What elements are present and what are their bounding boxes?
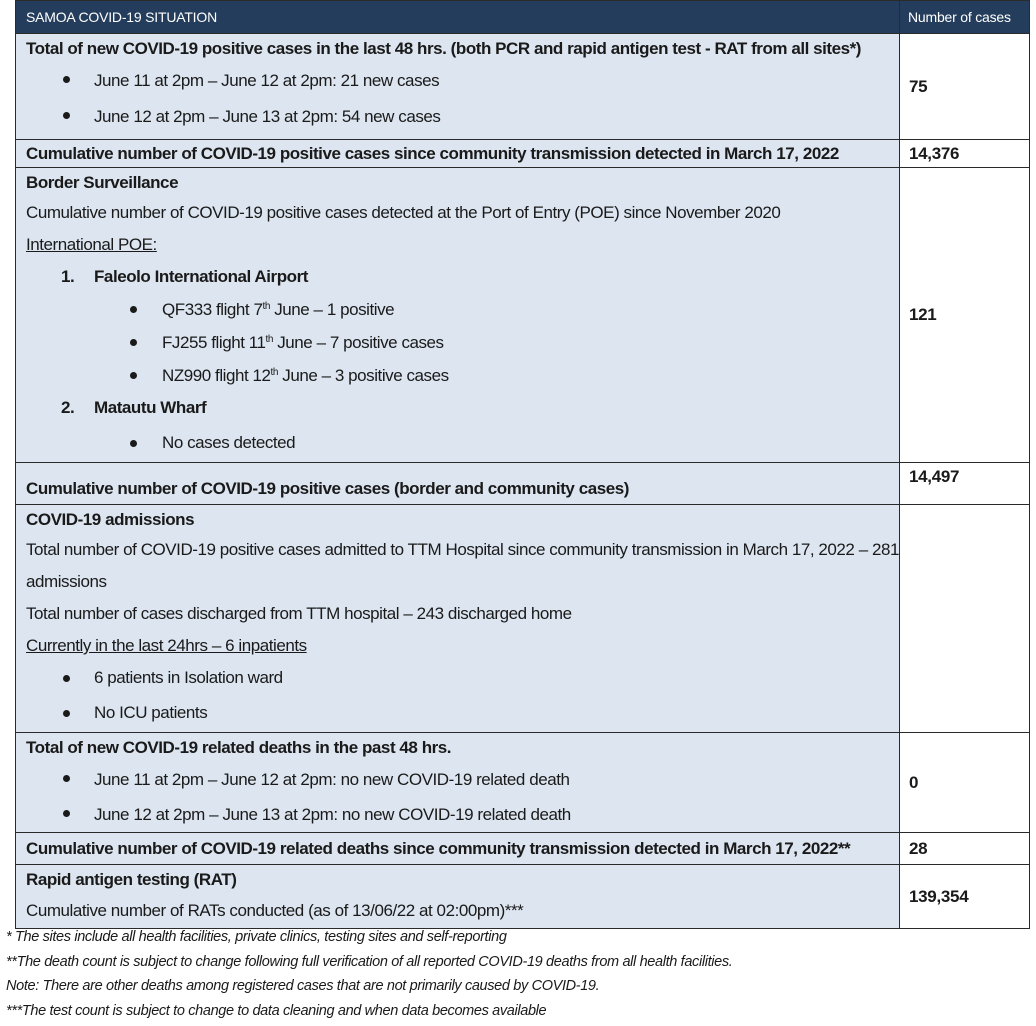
cumulative-deaths-value: 28 [900, 833, 1030, 865]
bullet-icon [63, 810, 70, 817]
table-header-row [16, 1, 1030, 34]
list-item: No cases detected [26, 424, 899, 462]
list-item: NZ990 flight 12th June – 3 positive cases [26, 359, 899, 392]
footnote-sites: * The sites include all health facilities, private clinics, testing sites and self-reporting [6, 929, 507, 945]
header-number-of-cases: Number of cases [900, 1, 1030, 34]
new-cases-cell [16, 34, 900, 140]
rat-cell [16, 865, 900, 929]
list-item: 6 patients in Isolation ward [26, 662, 899, 694]
bullet-icon [130, 372, 137, 379]
new-cases-title: Total of new COVID-19 positive cases in the last 48 hrs. (both PCR and rapid antigen test - RAT from all sites*) [26, 39, 862, 58]
list-item: June 12 at 2pm – June 13 at 2pm: 54 new cases [26, 99, 899, 135]
list-item: QF333 flight 7th June – 1 positive [26, 293, 899, 326]
port-heading: 2. Matautu Wharf [61, 398, 207, 417]
bullet-icon [63, 675, 70, 682]
header-situation: SAMOA COVID-19 SITUATION [16, 1, 900, 34]
cumulative-deaths-cell [16, 833, 900, 865]
covid-situation-table [15, 0, 1030, 929]
bullet-icon [63, 710, 70, 717]
row-new-cases [16, 34, 1030, 140]
list-item: FJ255 flight 11th June – 7 positive cases [26, 326, 899, 359]
bullet-icon [130, 339, 137, 346]
footnotes [6, 925, 732, 1024]
bullet-icon [130, 306, 137, 313]
rat-title: Rapid antigen testing (RAT) [26, 870, 237, 889]
footnote-death-count: **The death count is subject to change following full verification of all reported COVID-19 deaths from all health facilities. [6, 953, 733, 970]
row-rat [16, 865, 1030, 929]
bullet-icon [63, 112, 70, 119]
footnote-other-deaths: Note: There are other deaths among registered cases that are not primarily caused by COVID-19. [6, 978, 600, 995]
admissions-cell [16, 505, 900, 733]
footnote-test-count: ***The test count is subject to change to data cleaning and when data becomes available [6, 1003, 547, 1020]
cumulative-community-cell [16, 140, 900, 168]
cumulative-community-title: Cumulative number of COVID-19 positive cases since community transmission detected in March 17, 2022 [26, 144, 839, 163]
inpatients-line: Currently in the last 24hrs – 6 inpatients [26, 636, 307, 655]
admissions-title: COVID-19 admissions [26, 510, 195, 529]
row-new-deaths [16, 733, 1030, 833]
list-item: June 12 at 2pm – June 13 at 2pm: no new COVID-19 related death [26, 797, 899, 832]
row-cumulative-deaths [16, 833, 1030, 865]
rat-value: 139,354 [900, 865, 1030, 929]
border-cell [16, 168, 900, 463]
list-item: June 11 at 2pm – June 12 at 2pm: 21 new cases [26, 63, 899, 99]
cumulative-total-value: 14,497 [900, 463, 1030, 505]
cumulative-deaths-title: Cumulative number of COVID-19 related deaths since community transmission detected in March 17, 2022** [26, 839, 851, 858]
row-border-surveillance [16, 168, 1030, 463]
admissions-value [900, 505, 1030, 733]
row-cumulative-community [16, 140, 1030, 168]
new-deaths-cell [16, 733, 900, 833]
new-cases-value: 75 [900, 34, 1030, 140]
bullet-icon [130, 440, 137, 447]
border-description: Cumulative number of COVID-19 positive cases detected at the Port of Entry (POE) since November 2020 [26, 203, 781, 222]
bullet-icon [63, 76, 70, 83]
new-deaths-value: 0 [900, 733, 1030, 833]
port-heading: 1. Faleolo International Airport [61, 267, 308, 286]
cumulative-total-cell [16, 463, 900, 505]
admissions-line-continued: admissions [26, 572, 107, 591]
new-deaths-title: Total of new COVID-19 related deaths in the past 48 hrs. [26, 738, 452, 757]
admissions-line: Total number of COVID-19 positive cases admitted to TTM Hospital since community transmission in March 17, 2022 – 281 [26, 540, 899, 559]
row-admissions [16, 505, 1030, 733]
border-title: Border Surveillance [26, 173, 179, 192]
list-item: No ICU patients [26, 694, 899, 732]
border-value: 121 [900, 168, 1030, 463]
row-cumulative-total [16, 463, 1030, 505]
bullet-icon [63, 775, 70, 782]
cumulative-total-title: Cumulative number of COVID-19 positive cases (border and community cases) [26, 479, 629, 498]
discharged-line: Total number of cases discharged from TTM hospital – 243 discharged home [26, 604, 572, 623]
cumulative-community-value: 14,376 [900, 140, 1030, 168]
rat-description: Cumulative number of RATs conducted (as of 13/06/22 at 02:00pm)*** [26, 901, 524, 920]
border-subheading: International POE: [26, 235, 157, 254]
list-item: June 11 at 2pm – June 12 at 2pm: no new COVID-19 related death [26, 762, 899, 797]
